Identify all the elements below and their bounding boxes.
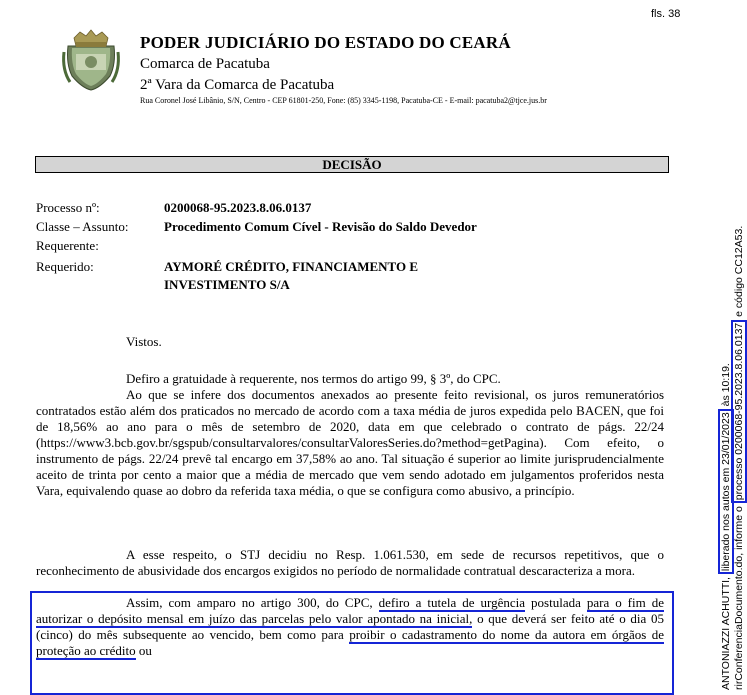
paragraph-juros-text: Ao que se infere dos documentos anexados ao presente feito revisional, os juros remuneratórios contratados estão além dos praticados no mercado de acordo com a taxa média de juros expedida pelo BACEN, que foi de 18,56% ao ano para o mês de setembro de 2020, data em que celebrado o contrato de págs. 22/24 (https://www3.bcb.gov.br/sgspub/consultarvalores/consultarValoresSeries.do?method=getPagina). Com efeito, o instrumento de págs. 22/24 prevê tal encargo em 37,58% ao ano. Tal situação é superior ao limite jurisprudencialmente aceito de trinta por cento a maior que a média de mercado que vem sendo adotado em julgamentos proferidos nesta Vara, equivalendo quase ao dobro da referida taxa média, o que se configura como abusivo, a princípio. (36, 387, 664, 498)
field-value-requerido: AYMORÉ CRÉDITO, FINANCIAMENTO E (164, 259, 419, 274)
highlight-defiro-tutela: defiro a tutela de urgência (378, 595, 526, 610)
verification-code: e código CC12A53. (733, 225, 745, 317)
field-label-requerente: Requerente: (36, 238, 99, 253)
court-title: PODER JUDICIÁRIO DO ESTADO DO CEARÁ (140, 33, 511, 52)
highlight-deposito-mensal: para o fim de autorizar o depósito mensal em juízo das parcelas pelo valor apontado na inicial, (36, 595, 664, 626)
signature-author: ANTONIAZZI ACHUTTI, (720, 577, 732, 690)
field-value-processo: 0200068-95.2023.8.06.0137 (164, 200, 312, 215)
paragraph-tutela (36, 595, 664, 659)
field-value-classe: Procedimento Comum Cível - Revisão do Saldo Devedor (164, 219, 477, 234)
signature-time: às 10:19. (720, 363, 732, 407)
paragraph-tutela-text-c: postulada (525, 595, 587, 610)
paragraph-gratuidade-text: Defiro a gratuidade à requerente, nos termos do artigo 99, § 3º, do CPC. (126, 371, 501, 386)
vistos-text: Vistos. (126, 334, 162, 349)
paragraph-gratuidade (36, 371, 664, 387)
page-number: fls. 38 (651, 8, 681, 20)
section-title: DECISÃO (35, 156, 669, 173)
paragraph-tutela-text-e: o que deverá ser feito até o dia 05 (cinco) do mês subsequente ao vencido, bem como para (36, 611, 664, 642)
signature-note-line2 (733, 226, 746, 690)
field-label-requerido: Requerido: (36, 259, 94, 274)
verification-text: rirConferenciaDocumento.do, informe o (733, 506, 745, 690)
court-address: Rua Coronel José Libânio, S/N, Centro - CEP 61801-250, Fone: (85) 3345-1198, Pacatuba-CE - E-mail: pacatuba2@tjce.jus.br (140, 96, 547, 105)
highlight-liberado: liberado nos autos em 23/01/2023 (718, 409, 734, 574)
field-value-requerido-cont: INVESTIMENTO S/A (164, 277, 290, 292)
highlight-proibir-cadastramento: proibir o cadastramento do nome da autora em órgãos de proteção ao crédito (36, 627, 664, 658)
comarca-name: Comarca de Pacatuba (140, 56, 270, 72)
paragraph-stj (36, 547, 664, 579)
paragraph-tutela-text-a: Assim, com amparo no artigo 300, do CPC, (126, 595, 379, 610)
ceara-coat-of-arms-icon (62, 30, 120, 90)
field-label-processo: Processo nº: (36, 200, 100, 215)
paragraph-stj-text: A esse respeito, o STJ decidiu no Resp. 1.061.530, em sede de recursos repetitivos, que o reconhecimento de abusividade dos encargos exigidos no período de normalidade contratual descaracteriza a mora. (36, 547, 664, 578)
signature-note (720, 226, 746, 690)
vara-name: 2ª Vara da Comarca de Pacatuba (140, 77, 335, 93)
paragraph-juros (36, 387, 664, 499)
highlight-processo: processo 0200068-95.2023.8.06.0137 (731, 320, 747, 503)
paragraph-tutela-text-g: ou (135, 643, 152, 658)
field-label-classe: Classe – Assunto: (36, 219, 129, 234)
